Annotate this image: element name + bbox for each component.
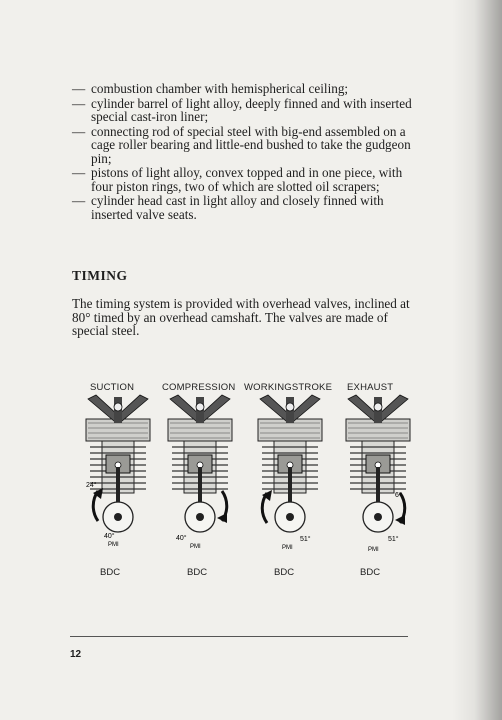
page-edge-shadow bbox=[452, 0, 502, 720]
angle-label: 40° bbox=[176, 535, 187, 542]
timing-diagram bbox=[60, 375, 420, 585]
list-item bbox=[72, 166, 417, 193]
bullet-dash: — bbox=[72, 81, 86, 96]
spec-list bbox=[72, 82, 417, 222]
pmi-label: PMI bbox=[368, 547, 379, 553]
list-item-text: cylinder barrel of light alloy, deeply finned and with inserted special cast-iron liner; bbox=[91, 95, 412, 124]
angle-label: 51° bbox=[388, 536, 399, 543]
engine-exhaust bbox=[346, 395, 410, 532]
list-item-text: pistons of light alloy, convex topped and in one piece, with four piston rings, two of which are slotted oil scrapers; bbox=[91, 165, 403, 194]
section-heading: TIMING bbox=[72, 268, 128, 283]
bdc-label: BDC bbox=[187, 567, 208, 578]
arrowhead-icon bbox=[217, 513, 227, 523]
engine-workingstroke bbox=[258, 395, 322, 532]
phase-label-suction: SUCTION bbox=[90, 382, 135, 393]
angle-label: 24° bbox=[86, 482, 97, 489]
footer-rule bbox=[70, 636, 408, 637]
angle-label: 6° bbox=[395, 492, 402, 499]
list-item bbox=[72, 97, 417, 124]
phase-label-compression: COMPRESSION bbox=[162, 382, 236, 393]
list-item bbox=[72, 125, 417, 166]
bullet-dash: — bbox=[72, 95, 86, 111]
bdc-label: BDC bbox=[360, 567, 381, 578]
list-item-text: connecting rod of special steel with big-end assembled on a cage roller bearing and little-end bushed to take the gudgeon pin; bbox=[91, 123, 411, 166]
angle-label: 40° bbox=[104, 533, 115, 540]
bullet-dash: — bbox=[72, 123, 86, 139]
pmi-label: PMI bbox=[190, 544, 201, 550]
bullet-dash: — bbox=[72, 193, 86, 208]
phase-label-exhaust: EXHAUST bbox=[347, 382, 394, 393]
bdc-label: BDC bbox=[100, 567, 121, 578]
engine-suction bbox=[86, 395, 150, 532]
section-paragraph: The timing system is provided with overhead valves, inclined at 80° timed by an overhead camshaft. The valves are made of special steel. bbox=[72, 296, 410, 338]
angle-label: 51° bbox=[300, 536, 311, 543]
list-item bbox=[72, 194, 417, 221]
phase-label-workingstroke: WORKINGSTROKE bbox=[244, 382, 333, 393]
bullet-dash: — bbox=[72, 165, 86, 180]
bdc-label: BDC bbox=[274, 567, 295, 578]
engine-compression bbox=[168, 395, 232, 532]
list-item-text: combustion chamber with hemispherical ceiling; bbox=[91, 81, 349, 96]
list-item bbox=[72, 82, 417, 96]
pmi-label: PMI bbox=[108, 542, 119, 548]
pmi-label: PMI bbox=[282, 545, 293, 551]
arrowhead-icon bbox=[395, 515, 405, 525]
page-number: 12 bbox=[70, 649, 82, 660]
engine-cycle-drawings bbox=[60, 375, 420, 565]
list-item-text: cylinder head cast in light alloy and closely finned with inserted valve seats. bbox=[91, 193, 384, 222]
